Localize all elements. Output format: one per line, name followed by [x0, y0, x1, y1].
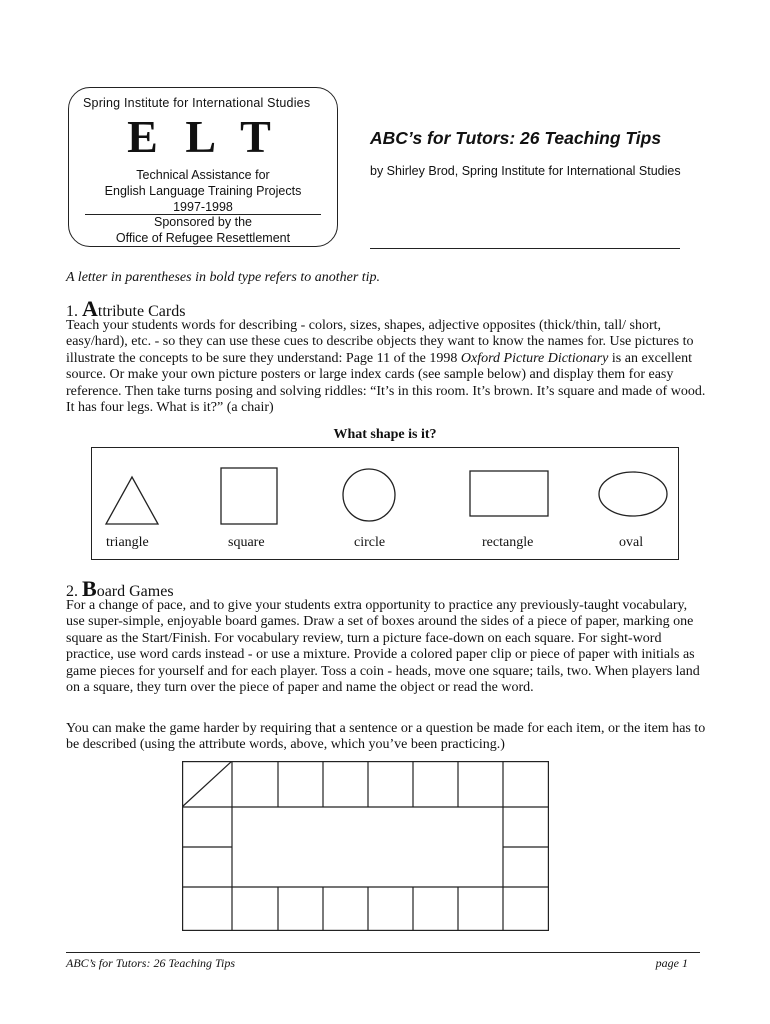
- logo-line-3: 1997-1998: [173, 200, 233, 214]
- logo-line-4: Sponsored by the: [154, 215, 252, 229]
- page-number: page 1: [655, 956, 688, 970]
- section-2-paragraph-2: You can make the game harder by requiring that a sentence or a question be made for each item, or the item has to be described (using the attribute words, above, which you’ve been practicing.): [66, 721, 706, 753]
- section-1-text-b: is an excellent source. Or make your own picture posters or large index cards (see sample below) and display them for easy reference. Then take turns posing and solving riddles: “It’s in this room. It’s brown. It’s square and made of wood. It has four legs. What is it?” (a chair): [66, 350, 706, 416]
- org-name: Spring Institute for International Studies: [83, 96, 311, 110]
- rectangle-shape: [470, 471, 548, 516]
- logo-line-2: English Language Training Projects: [104, 184, 302, 198]
- footer-title: ABC’s for Tutors: 26 Teaching Tips: [66, 956, 236, 970]
- section-2-number: 2.: [66, 583, 82, 600]
- title-divider: [370, 248, 680, 249]
- board-outer-border: [183, 762, 549, 931]
- byline: by Shirley Brod, Spring Institute for International Studies: [370, 164, 681, 178]
- footer-divider: [66, 952, 700, 953]
- label-circle: circle: [354, 535, 386, 550]
- section-1-text-em: Oxford Picture Dictionary: [460, 350, 609, 366]
- logo-line-5: Office of Refugee Resettlement: [115, 231, 291, 245]
- document-title: ABC’s for Tutors: 26 Teaching Tips: [370, 128, 662, 148]
- oval-shape: [599, 472, 667, 516]
- label-triangle: triangle: [106, 535, 149, 550]
- label-square: square: [228, 535, 265, 550]
- shape-card: [91, 447, 679, 560]
- section-1-paragraph: [66, 318, 706, 416]
- logo-box: [68, 87, 338, 247]
- start-finish-diagonal: [182, 761, 232, 807]
- intro-note: A letter in parentheses in bold type refers to another tip.: [66, 270, 381, 285]
- square-shape: [221, 468, 277, 524]
- section-1-title: ttribute Cards: [97, 303, 186, 320]
- shape-card-caption: What shape is it?: [333, 427, 437, 442]
- label-oval: oval: [619, 535, 644, 550]
- logo-line-1: Technical Assistance for: [136, 168, 270, 182]
- circle-shape: [343, 469, 395, 521]
- elt-logo-text: E L T: [127, 111, 279, 162]
- section-2-title: oard Games: [96, 583, 174, 600]
- label-rectangle: rectangle: [482, 535, 534, 550]
- shape-drawings: [92, 448, 680, 561]
- section-2-cap: B: [82, 576, 97, 601]
- section-1-text-a: Teach your students words for describing - colors, sizes, shapes, adjective opposites (thick/thin, tall/ short, easy/hard), etc. - so they can use these cues to describe objects they want to know the names for. Use pictures to illustrate the concepts to be sure they understand: Page 11 of the 1998: [66, 318, 694, 366]
- board-game-diagram: [182, 761, 549, 931]
- triangle-shape: [106, 477, 158, 524]
- section-1-number: 1.: [66, 303, 82, 320]
- section-1-cap: A: [82, 296, 98, 321]
- section-2-paragraph-1: For a change of pace, and to give your students extra opportunity to practice any previously-taught vocabulary, use super-simple, enjoyable board games. Draw a set of boxes around the sides of a piece of paper, marking one square as the Start/Finish. For vocabulary review, turn a picture face-down on each square. For sight-word practice, use word cards instead - or use a mixture. Provide a colored paper clip or piece of paper with initials as game pieces for yourself and for each player. Toss a coin - heads, move one square; tails, two. When players land on a square, they turn over the piece of paper and name the object or read the word.: [66, 598, 700, 696]
